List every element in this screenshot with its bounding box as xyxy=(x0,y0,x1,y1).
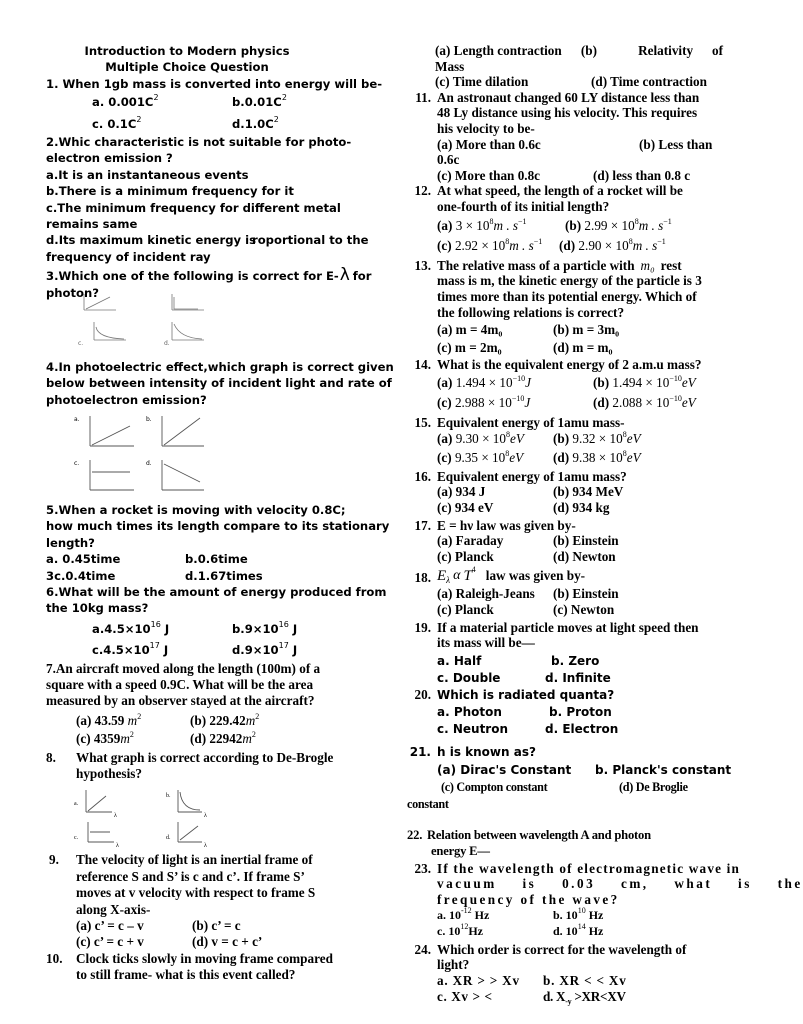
axis-label-lambda: λ xyxy=(204,843,207,850)
document-title: Introduction to Modern physics xyxy=(84,44,290,58)
question-21: 21. h is known as? (a) Dirac's Constant b. Planck's constant (c) Compton constant (d) De Broglie xyxy=(409,744,732,794)
option-d: d.1.67times xyxy=(185,568,263,583)
option-b: b. $10^{10}$ Hz xyxy=(553,905,604,922)
option-b: (b) $2.99 \times 10^8m$ . $s^{-1}$ xyxy=(565,216,672,233)
question-16: 16. Equivalent energy of 1amu mass? (a) 934 J (b) 934 MeV (c) 934 eV (d) 934 kg xyxy=(407,469,723,516)
option-b: b. XR < < Xv xyxy=(543,972,627,988)
graph-label-d: d. xyxy=(146,459,152,467)
option-d: (d) m = m₀ xyxy=(553,339,613,355)
axis-label-lambda: λ xyxy=(204,813,207,820)
option-d: $d.1.0C^2$ xyxy=(232,114,279,131)
question-12: 12. At what speed, the length of a rocket will be one-fourth of its initial length? (a) $3 \times 10^8m$ . $s^{-1}$ (b) $2.99 \times 10^8m$ . $s^{-1}$ (c) $2.92 \times 10^8m$ . $s^{-1}$ (d) $2.90 \times 10^8m$ . $s^{-1}$ xyxy=(407,183,723,255)
option-b: (b) Less than xyxy=(639,136,713,152)
option-d: (d) v = c + c’ xyxy=(192,934,263,950)
question-23-stem: If the wavelength of electromagnetic wave in xyxy=(437,860,741,876)
option-d: d. $X_{-y} >XR<XV$ xyxy=(543,988,626,1006)
question-11: 11. An astronaut changed 60 LY distance less than 48 Ly distance using his velocity. This requires his velocity to be- (a) More than 0.6c (b) Less than 0.6c (c) More than 0.8c (d) less than 0.8 c xyxy=(407,90,723,184)
option-a: (a) 934 J xyxy=(437,484,486,500)
question-2: 2.Whic characteristic is not suitable for photo- electron emission ? a.It is an instantaneous events b.There is a minimum frequency for it c.The minimum frequency for different metal remains same d.Its maximum kinetic energy is roportional to the frequency of incident ray xyxy=(46,135,369,264)
question-6-stem: 6.What will be the amount of energy produced from xyxy=(46,584,387,599)
question-9: 9. The velocity of light is an inertial frame of reference S and S’ is c and c’. If frame S’ moves at v velocity with respect to frame S along X-axis- (a) c’ = c – v (b) c’ = c (c) c’ = c + v (d) v = c + c’ xyxy=(46,852,364,950)
option-b: b. Planck's constant xyxy=(595,762,732,777)
document-subtitle: Multiple Choice Question xyxy=(105,60,269,75)
option-c: c. Double xyxy=(437,670,501,685)
left-column xyxy=(46,43,394,984)
question-14: 14. What is the equivalent energy of 2 a.m.u mass? (a) $1.494 \times 10^{-10}J$ (b) $1.494 \times 10^{-10}eV$ (c) $2.988 \times 10^{-10}J$ (d) $2.088 \times 10^{-10}eV$ xyxy=(407,357,723,413)
option-a: a. $0.001C^2$ xyxy=(92,93,159,110)
axis-label-lambda: λ xyxy=(116,843,119,850)
option-d: (d) $9.38 \times 10^8eV$ xyxy=(553,449,641,466)
option-c: (c) Time dilation xyxy=(435,74,529,90)
question-11-stem: An astronaut changed 60 LY distance less than xyxy=(437,89,700,105)
question-3: 3.Which one of the following is correct for E- λ for photon? c. d. xyxy=(46,268,364,347)
option-a: a. $10^{-12}$ Hz xyxy=(437,905,490,922)
option-a: (a) c’ = c – v xyxy=(76,918,144,934)
question-1-options-cd xyxy=(46,116,364,134)
option-b: (b) xyxy=(580,43,598,58)
option-c: 3c.0.4time xyxy=(46,568,116,583)
option-c: c. $0.1C^2$ xyxy=(92,114,142,131)
question-1-stem: 1. When 1gb mass is converted into energy will be- xyxy=(46,76,383,91)
question-10-options: (a) Length contraction (b) Relativity of Mass (c) Time dilation (d) Time contraction xyxy=(435,43,723,90)
option-c: (c) c’ = c + v xyxy=(76,934,144,950)
question-2-stem: 2.Whic characteristic is not suitable for photo- xyxy=(46,135,352,150)
graph-label-c: c. xyxy=(74,835,79,842)
option-d: (d) Time contraction xyxy=(591,74,707,90)
option-a: $a.4.5\times 10^{16}$ J xyxy=(92,619,170,636)
axis-label-lambda: λ xyxy=(114,813,117,820)
question-1 xyxy=(46,76,383,134)
question-20-stem: Which is radiated quanta? xyxy=(437,687,615,702)
question-10: 10. Clock ticks slowly in moving frame compared to still frame- what is this event called? xyxy=(46,951,364,984)
graph-label-a: a. xyxy=(74,415,80,423)
option-a: (a) $3 \times 10^8m$ . $s^{-1}$ xyxy=(437,216,527,233)
option-c: (c) Planck xyxy=(437,548,494,564)
question-21-stem: h is known as? xyxy=(437,744,536,759)
question-13-stem: The relative mass of a particle with m₀ rest xyxy=(437,257,682,273)
question-12-stem: At what speed, the length of a rocket will be xyxy=(437,183,683,199)
question-4-figure xyxy=(74,412,234,496)
option-d: (d) less than 0.8 c xyxy=(593,167,691,183)
question-4: 4.In photoelectric effect,which graph is correct given below between intensity of incident light and rate of photoelectron emission? a. b. c. d. xyxy=(46,359,364,496)
option-c: (c) $2.988 \times 10^{-10}J$ xyxy=(437,394,531,411)
question-24: 24. Which order is correct for the wavelength of light? a. XR > > Xv b. XR < < Xv c. Xv > < d. $X_{-y} >XR<XV$ xyxy=(407,942,723,1006)
option-a: a.It is an instantaneous events xyxy=(46,167,249,182)
option-c: (c) Planck xyxy=(437,602,494,617)
option-d: (d) De Broglie xyxy=(619,779,688,794)
option-c: (c) $4359m^2$ xyxy=(76,730,134,747)
option-b: b.There is a minimum frequency for it xyxy=(46,184,294,199)
option-b: $b.0.01C^2$ xyxy=(232,93,287,110)
question-20: 20. Which is radiated quanta? a. Photon b. Proton c. Neutron d. Electron xyxy=(407,687,723,738)
option-b: b. Zero xyxy=(551,653,600,668)
option-d: (c) Newton xyxy=(553,602,615,617)
intensity-graphs-figure xyxy=(74,412,234,496)
option-a: (a) m = 4m₀ xyxy=(437,322,503,338)
option-b: (b) Einstein xyxy=(553,533,619,549)
question-15-stem: Equivalent energy of 1amu mass- xyxy=(437,415,625,431)
option-c: (c) $2.92 \times 10^8m$ . $s^{-1}$ xyxy=(437,237,543,254)
question-13: 13. The relative mass of a particle with m₀ rest mass is m, the kinetic energy of the particle is 3 times more than its potential energy. Which of the following relations is correct? (a) m = 4m₀ (b) m = 3m₀ (c) m = 2m₀ (d) m = m₀ xyxy=(407,258,723,356)
question-1-options-ab xyxy=(46,94,364,112)
option-b: (b) m = 3m₀ xyxy=(553,322,620,338)
option-b: (b) $9.32 \times 10^8eV$ xyxy=(553,429,641,446)
option-d: d. Infinite xyxy=(545,670,611,685)
option-b: (b) Einstein xyxy=(553,586,619,602)
option-d: $d.9\times 10^{17}$ J xyxy=(232,641,298,658)
option-c: $c.4.5\times 10^{17}$ J xyxy=(92,641,169,658)
option-a: (a) Dirac's Constant xyxy=(437,762,572,777)
graph-label-b: b. xyxy=(166,793,171,800)
question-15: 15. Equivalent energy of 1amu mass- (a) $9.30 \times 10^8eV$ (b) $9.32 \times 10^8eV$ (c) $9.35 \times 10^8eV$ (d) $9.38 \times 10^8eV$ xyxy=(407,415,723,468)
graph-label-d: d. xyxy=(164,339,170,347)
option-c: c.The minimum frequency for different metal xyxy=(46,200,341,215)
question-7: 7.An aircraft moved along the length (100m) of a square with a speed 0.9C. What will be the area measured by an observer stayed at the aircraft? (a) 43.59 $m^2$ (b) $229.42m^2$ (c) $4359m^2$ (d) $22942m^2$ xyxy=(46,661,364,750)
option-c: (c) $9.35 \times 10^8eV$ xyxy=(437,449,524,466)
question-16-stem: Equivalent energy of 1amu mass? xyxy=(437,468,627,484)
question-23: 23. If the wavelength of electromagnetic wave in vacuum is 0.03 cm, what is the frequency of the wave? a. $10^{-12}$ Hz b. $10^{10}$ Hz c. $10^{12}Hz$ d. $10^{14}$ Hz xyxy=(407,861,723,941)
option-c: (c) More than 0.8c xyxy=(437,167,541,183)
question-14-stem: What is the equivalent energy of 2 a.m.u mass? xyxy=(437,357,702,373)
option-d: d.Its maximum kinetic energy is roportional to the xyxy=(46,233,369,248)
question-3-stem: 3.Which one of the following is correct for E- λ for xyxy=(46,265,372,286)
question-24-stem: Which order is correct for the wavelength of xyxy=(437,941,687,957)
option-b: b.0.6time xyxy=(185,552,248,567)
option-b: (b) 934 MeV xyxy=(553,484,624,500)
option-a: a. 0.45time xyxy=(46,552,121,567)
graph-label-c: c. xyxy=(78,339,84,347)
option-d: (d) $2.088 \times 10^{-10}eV$ xyxy=(593,394,696,411)
option-b: b. Proton xyxy=(549,704,612,719)
graph-label-a: a. xyxy=(74,801,79,808)
option-d: d. $10^{14}$ Hz xyxy=(553,922,604,939)
question-22-stem: 22. Relation between wavelength A and photon xyxy=(407,827,651,842)
question-19-stem: If a material particle moves at light speed then xyxy=(437,619,699,635)
question-4-stem: 4.In photoelectric effect,which graph is correct given xyxy=(46,359,394,374)
option-a: (a) Raleigh-Jeans xyxy=(437,586,535,602)
option-c: (c) 934 eV xyxy=(437,500,494,516)
option-c: (c) Compton constant xyxy=(441,779,548,794)
option-b: (b) c’ = c xyxy=(192,918,241,934)
option-b: (b) $229.42m^2$ xyxy=(190,711,260,728)
lambda-symbol: λ xyxy=(339,265,350,286)
option-a: a. XR > > Xv xyxy=(437,972,520,988)
question-18-stem: E λ α T 4 law was given by- xyxy=(437,565,586,586)
option-b: (b) $1.494 \times 10^{-10}eV$ xyxy=(593,373,696,390)
question-3-figure xyxy=(76,292,256,348)
option-d: (d) $22942m^2$ xyxy=(190,730,256,747)
question-8-figure xyxy=(74,788,234,850)
graph-label-c: c. xyxy=(74,459,80,467)
question-8: 8. What graph is correct according to De-Brogle hypothesis? a. b. c. d. λ λ λ λ xyxy=(46,750,364,847)
right-column: (a) Length contraction (b) Relativity of Mass (c) Time dilation (d) Time contraction 11. An astronaut changed 60 LY distance less than 48 Ly distance using his velocity. This requires his velocity to be- (a) More than 0.6c (b) Less than 0.6c (c) More than 0.8c (d) less than 0.8 c 12. At what speed, the length of a rocket will be one-fourth of its initial length? (a) $3 \times 10^8m$ . $s^{-1}$ (b) $2.99 \times 10^8m$ . $s^{-1}$ (c) $2.92 \times 10^8m$ . $s^{-1}$ (d) $2.90 \times 10^8m$ . $s^{-1}$ 13. The relative mass of a particle with m₀ rest mass is m, the kinetic energy of the particle is 3 times more than its potential energy. Which of the following relations is correct? (a) m = 4m₀ (b) m = 3m₀ (c) m = 2m₀ (d) m = m₀ 14. What is the equivalent energy of 2 a.m.u mass? (a) $1.494 \times 10^{-10}J$ (b) $1.494 \times 10^{-10}eV$ (c) $2.988 \times 10^{-10}J$ (d) $2.088 \times 10^{-10}eV$ 15. Equivalent energy of 1amu mass- (a) $9.30 \times 10^8eV$ (b) $9.32 \times 10^8eV$ (c) $9.35 \times 10^8eV$ (d) $9.38 \times 10^8eV$ 16. Equivalent energy of 1amu mass? (a) 934 J (b) 934 MeV (c) 934 eV (d) 934 kg 17. E = hν law was given by- (a) Faraday (b) Einstein (c) Planck (d) Newton 18. E λ α T 4 law was given by- (a) Raleigh-Jeans (b) Einstein (c) Planck (c) Newton 19. If a material particle moves at light speed then its mass will be— a. Half b. Zero c. Double d. Infinite 20. Which is radiated quanta? a. Photon b. Proton c. Neutron d. Electron 21. h is known as? (a) Dirac's Constant b. Planck's constant (c) Compton constant (d) De Broglie constant 22. Relation between wavelength A and photon energy E— 23. If the wavelength of electromagnetic wave in vacuum is 0.03 cm, what is the frequency of the wave? a. $10^{-12}$ Hz b. $10^{10}$ Hz c. $10^{12}Hz$ d. $10^{14}$ Hz 24. Which order is correct for the wavelength of light? a. XR > > Xv b. XR < < Xv c. Xv > < d. $X_{-y} >XR<XV$ xyxy=(407,43,803,1006)
option-a: (a) 43.59 $m^2$ xyxy=(76,711,142,728)
question-8-stem: What graph is correct according to De-Brogle xyxy=(76,749,334,765)
question-22: 22. Relation between wavelength A and photon energy E— xyxy=(407,827,723,859)
option-a: a. Half xyxy=(437,653,482,668)
option-d: (d) Newton xyxy=(553,548,616,564)
option-c: c. Neutron xyxy=(437,721,509,736)
option-d: (d) $2.90 \times 10^8m$ . $s^{-1}$ xyxy=(559,237,666,254)
option-c: c. Xv > < xyxy=(437,988,493,1004)
option-c: c. $10^{12}Hz$ xyxy=(437,922,483,939)
question-5: 5.When a rocket is moving with velocity 0.8C; how much times its length compare to its stationary length? a. 0.45time b.0.6time 3c.0.4time d.1.67times xyxy=(46,502,390,583)
de-broglie-graphs-figure xyxy=(74,788,234,846)
graph-label-d: d. xyxy=(166,835,171,842)
question-10-stem: Clock ticks slowly in moving frame compared xyxy=(76,950,333,966)
question-17: 17. E = hν law was given by- (a) Faraday (b) Einstein (c) Planck (d) Newton xyxy=(407,518,723,565)
graph-label-b: b. xyxy=(146,415,152,423)
option-b: $b.9\times 10^{16}$ J xyxy=(232,619,298,636)
option-a: (a) $9.30 \times 10^8eV$ xyxy=(437,429,524,446)
formula-e: E xyxy=(437,568,447,585)
option-a: (a) Length contraction xyxy=(435,43,562,58)
question-17-stem: E = hν law was given by- xyxy=(437,517,576,533)
option-a: (a) $1.494 \times 10^{-10}J$ xyxy=(437,373,531,390)
option-d: d. Electron xyxy=(545,721,619,736)
question-9-stem: The velocity of light is an inertial frame of xyxy=(76,852,313,868)
option-c: (c) m = 2m₀ xyxy=(437,339,502,355)
question-6: 6.What will be the amount of energy produced from the 10kg mass? $a.4.5\times 10^{16}$ J $b.9\times 10^{16}$ J $c.4.5\times 10^{17}$ J $d.9\times 10^{17}$ J xyxy=(46,584,364,661)
question-18: 18. E λ α T 4 law was given by- (a) Raleigh-Jeans (b) Einstein (c) Planck (c) Newton xyxy=(407,566,723,617)
option-a: a. Photon xyxy=(437,704,502,719)
option-d: (d) 934 kg xyxy=(553,500,610,516)
question-19: 19. If a material particle moves at light speed then its mass will be— a. Half b. Zero c. Double d. Infinite xyxy=(407,620,723,687)
question-5-stem: 5.When a rocket is moving with velocity 0.8C; xyxy=(46,502,346,517)
question-7-stem: 7.An aircraft moved along the length (100m) of a xyxy=(46,660,321,676)
option-a: (a) Faraday xyxy=(437,533,504,549)
option-a: (a) More than 0.6c xyxy=(437,136,541,152)
